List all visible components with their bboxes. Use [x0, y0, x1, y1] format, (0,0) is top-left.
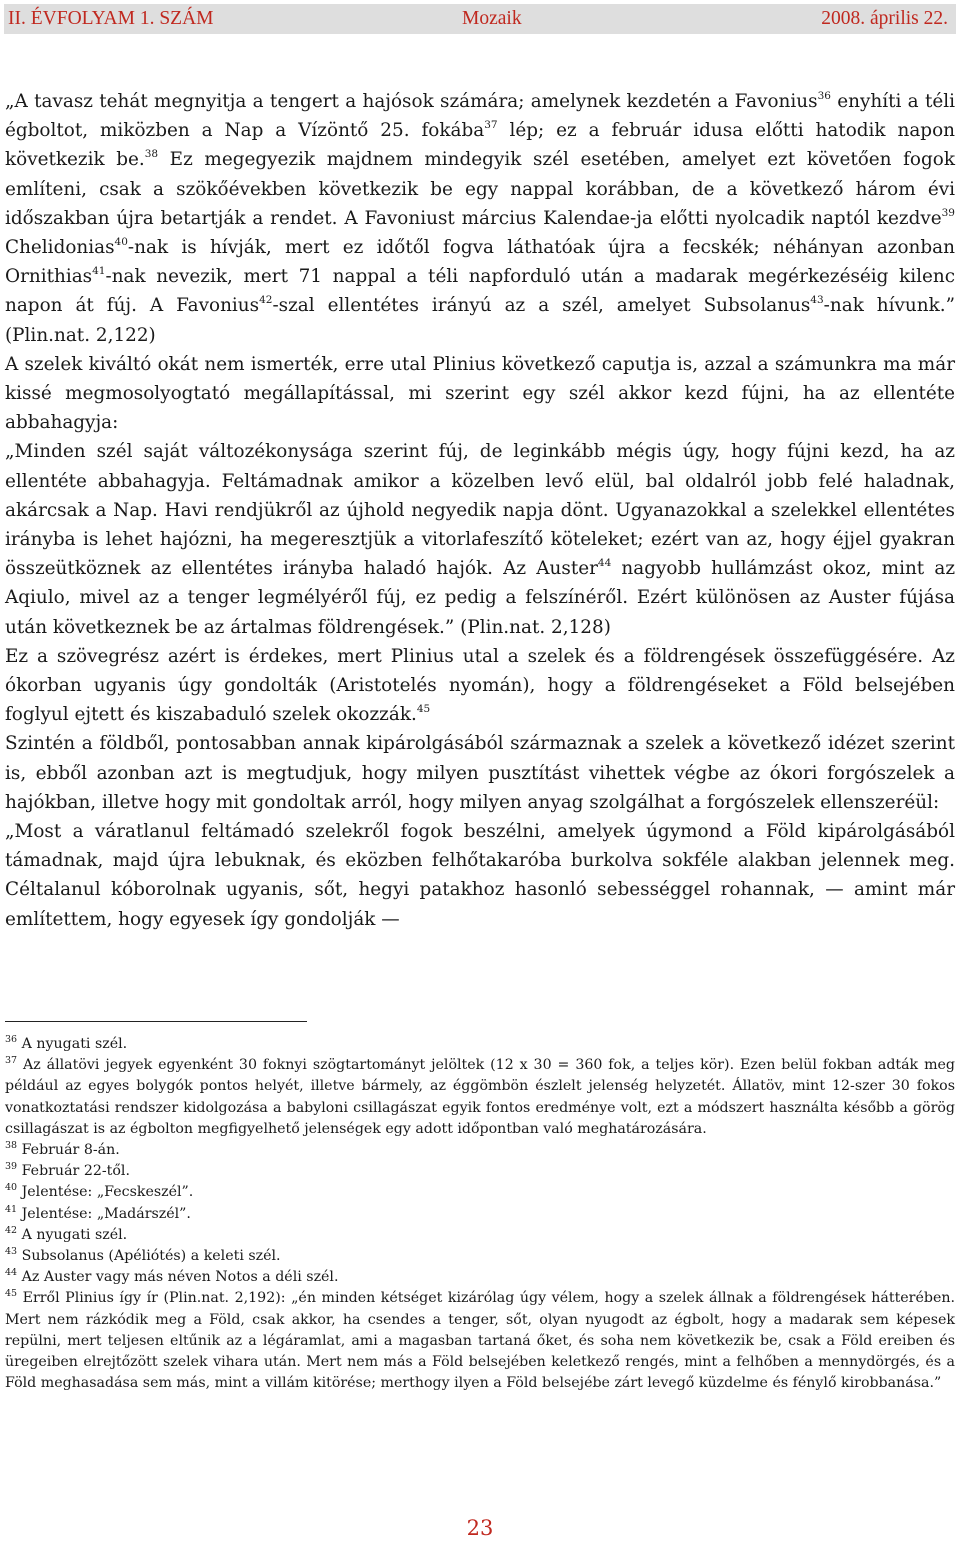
article-body	[5, 87, 955, 934]
footnote-36: $^{36}$ A nyugati szél.	[5, 1034, 128, 1052]
paragraph-whirlwind-quote: „Most a váratlanul feltámadó szelekről fogok beszélni, amelyek úgymond a Föld kipárolgásából támadnak, majd újra lebuknak, és eközben felhőtakaróba burkolva sokféle alakban jelennek meg. Céltalanul kóborolnak ugyanis, sőt, hegyi patakhoz hasonló sebességgel rohannak, — amint már említettem, hogy egyesek így gondolják —	[5, 821, 955, 930]
paragraph-wind-quote: „Minden szél saját változékonysága szerint fúj, de leginkább mégis úgy, hogy fújni kezd, ha az ellentéte abbahagyja. Feltámadnak amikor a közelben levő elül, bal oldalról jobb felé haladnak, akárcsak a Nap. Havi rendjükről az újhold negyedik napja dönt. Ugyanazokkal a szelekkel ellentétes irányba is lehet hajózni, ha megeresztjük a vitorlafeszítő köteleket; ezért van az, hogy éjjel gyakran összeütköznek az ellentétes irányba haladó hajók. Az Auster$^{44}$ nagyobb hullámzást okoz, mint az Aqiulo, mivel az a tenger legmélyéről fúj, ez pedig a felszínéről. Ezért különösen az Auster fújása után következnek be az ártalmas földrengések.” (Plin.nat. 2,128)	[5, 441, 956, 638]
footnote-ref-37[interactable]: 37	[484, 119, 498, 132]
footnote-44: $^{44}$ Az Auster vagy más néven Notos a déli szél.	[5, 1267, 339, 1286]
header-section: Mozaik	[462, 8, 522, 29]
footnote-divider	[5, 1021, 307, 1022]
footnote-42: $^{42}$ A nyugati szél.	[5, 1224, 128, 1243]
footnote-ref-36[interactable]: 36	[817, 90, 831, 102]
page-header	[4, 4, 956, 34]
header-date: 2008. április 22.	[821, 8, 948, 29]
footnote-ref-39[interactable]: 39	[941, 206, 955, 219]
footnote-ref-42[interactable]: 42	[259, 294, 273, 307]
footnote-39: $^{39}$ Február 22-től.	[5, 1161, 130, 1180]
footnote-41: $^{41}$ Jelentése: „Madárszél”.	[5, 1203, 191, 1222]
footnote-ref-45[interactable]: 45	[416, 703, 431, 716]
footnote-ref-41[interactable]: 41	[92, 265, 106, 278]
footnotes	[5, 1034, 955, 1394]
footnote-38: $^{38}$ Február 8-án.	[5, 1140, 120, 1159]
footnote-43: $^{43}$ Subsolanus (Apéliótés) a keleti szél.	[5, 1246, 281, 1265]
footnote-37: $^{37}$ Az állatövi jegyek egyenként 30 foknyi szögtartományt jelöltek (12 x 30 = 360 fok, a teljes kör). Ezen belül fokban adták meg például az egyes bolygók pontos helyét, illetve bármely, az éggömbön észlelt jelenség helyzetét. Állatöv, mint 12-szer 30 fokos vonatkoztatási rendszer kidolgozása a babyloni csillagászat egyik fontos eredménye volt, ezt a módszert használta később a görög csillagászat is az égbolton megfigyelhető jelenségek egy adott időpontban való meghatározására.	[5, 1055, 955, 1137]
footnote-ref-44[interactable]: 44	[597, 557, 612, 570]
paragraph-earthquakes: Ez a szövegrész azért is érdekes, mert Plinius utal a szelek és a földrengések összefüggésére. Az ókorban ugyanis úgy gondolták (Aristotelés nyomán), hogy a földrengéseket a Föld belsejében foglyul ejtett és kiszabaduló szelek okozzák.$^{45}$	[5, 645, 955, 726]
header-volume: II. ÉVFOLYAM 1. SZÁM	[8, 8, 214, 29]
paragraph-exhalation: Szintén a földből, pontosabban annak kipárolgásából származnak a szelek a következő idézet szerint is, ebből azonban azt is megtudjuk, hogy milyen pusztítást vihettek végbe az ókori forgószelek a hajókban, illetve hogy mit gondoltak arról, hogy milyen anyag szolgálhat a forgószelek ellenszeréül:	[5, 733, 955, 813]
page-number: 23	[466, 1516, 494, 1540]
footnote-45: $^{45}$ Erről Plinius így ír (Plin.nat. 2,192): „én minden kétséget kizárólag úgy vélem, hogy a szelek állnak a földrengések hátterében. Mert nem rázkódik meg a Föld, csak akkor, ha csendes a tenger, sőt, olyan nyugodt az égbolt, hogy a madarak sem képesek repülni, mert teljesen eltűnik az a légáramlat, ami a magasban tartaná őket, és soha nem következik be, csak a Föld ereiben és üregeiben elrejtőzött szelek vihara után. Mert nem más a Föld belsejében keletkező rengés, mint a felhőben a mennydörgés, és a Föld meghasadása sem más, mint a villám kitörése; merthogy ilyen a Föld belsejébe zárt levegő küzdelme és fénylő kirobbanása.”	[5, 1288, 955, 1392]
footnote-ref-40[interactable]: 40	[114, 236, 128, 249]
paragraph-favonius-quote: „A tavasz tehát megnyitja a tengert a hajósok számára; amelynek kezdetén a Favonius$^{36}$ enyhíti a téli égboltot, miközben a Nap a Vízöntő 25. fokába$^{37}$ lép; ez a február idusa előtti hatodik napon következik be.$^{38}$ Ez megegyezik majdnem mindegyik szél esetében, amelyet ezt követően fogok említeni, csak a szökőévekben következik be egy nappal korábban, de a következő három évi időszakban újra betartják a rendet. A Favoniust március Kalendae-ja előtti nyolcadik naptól kezdve$^{39}$ Chelidonias$^{40}$-nak is hívják, mert ez időtől fogva láthatóak újra a fecskék; néhányan azonban Ornithias$^{41}$-nak nevezik, mert 71 nappal a téli napforduló után a madarak megérkezéséig kilenc napon át fúj. A Favonius$^{42}$-szal ellentétes irányú az a szél, amelyet Subsolanus$^{43}$-nak hívunk.” (Plin.nat. 2,122)	[5, 90, 955, 346]
footnote-ref-43[interactable]: 43	[810, 294, 824, 307]
footnote-ref-38[interactable]: 38	[144, 148, 159, 161]
footnote-40: $^{40}$ Jelentése: „Fecskeszél”.	[5, 1182, 194, 1201]
paragraph-wind-causes: A szelek kiváltó okát nem ismerték, erre utal Plinius következő caputja is, azzal a számunkra ma már kissé megmosolyogtató megállapítással, mi szerint egy szél akkor kezd fújni, ha az ellentéte abbahagyja:	[5, 353, 955, 434]
